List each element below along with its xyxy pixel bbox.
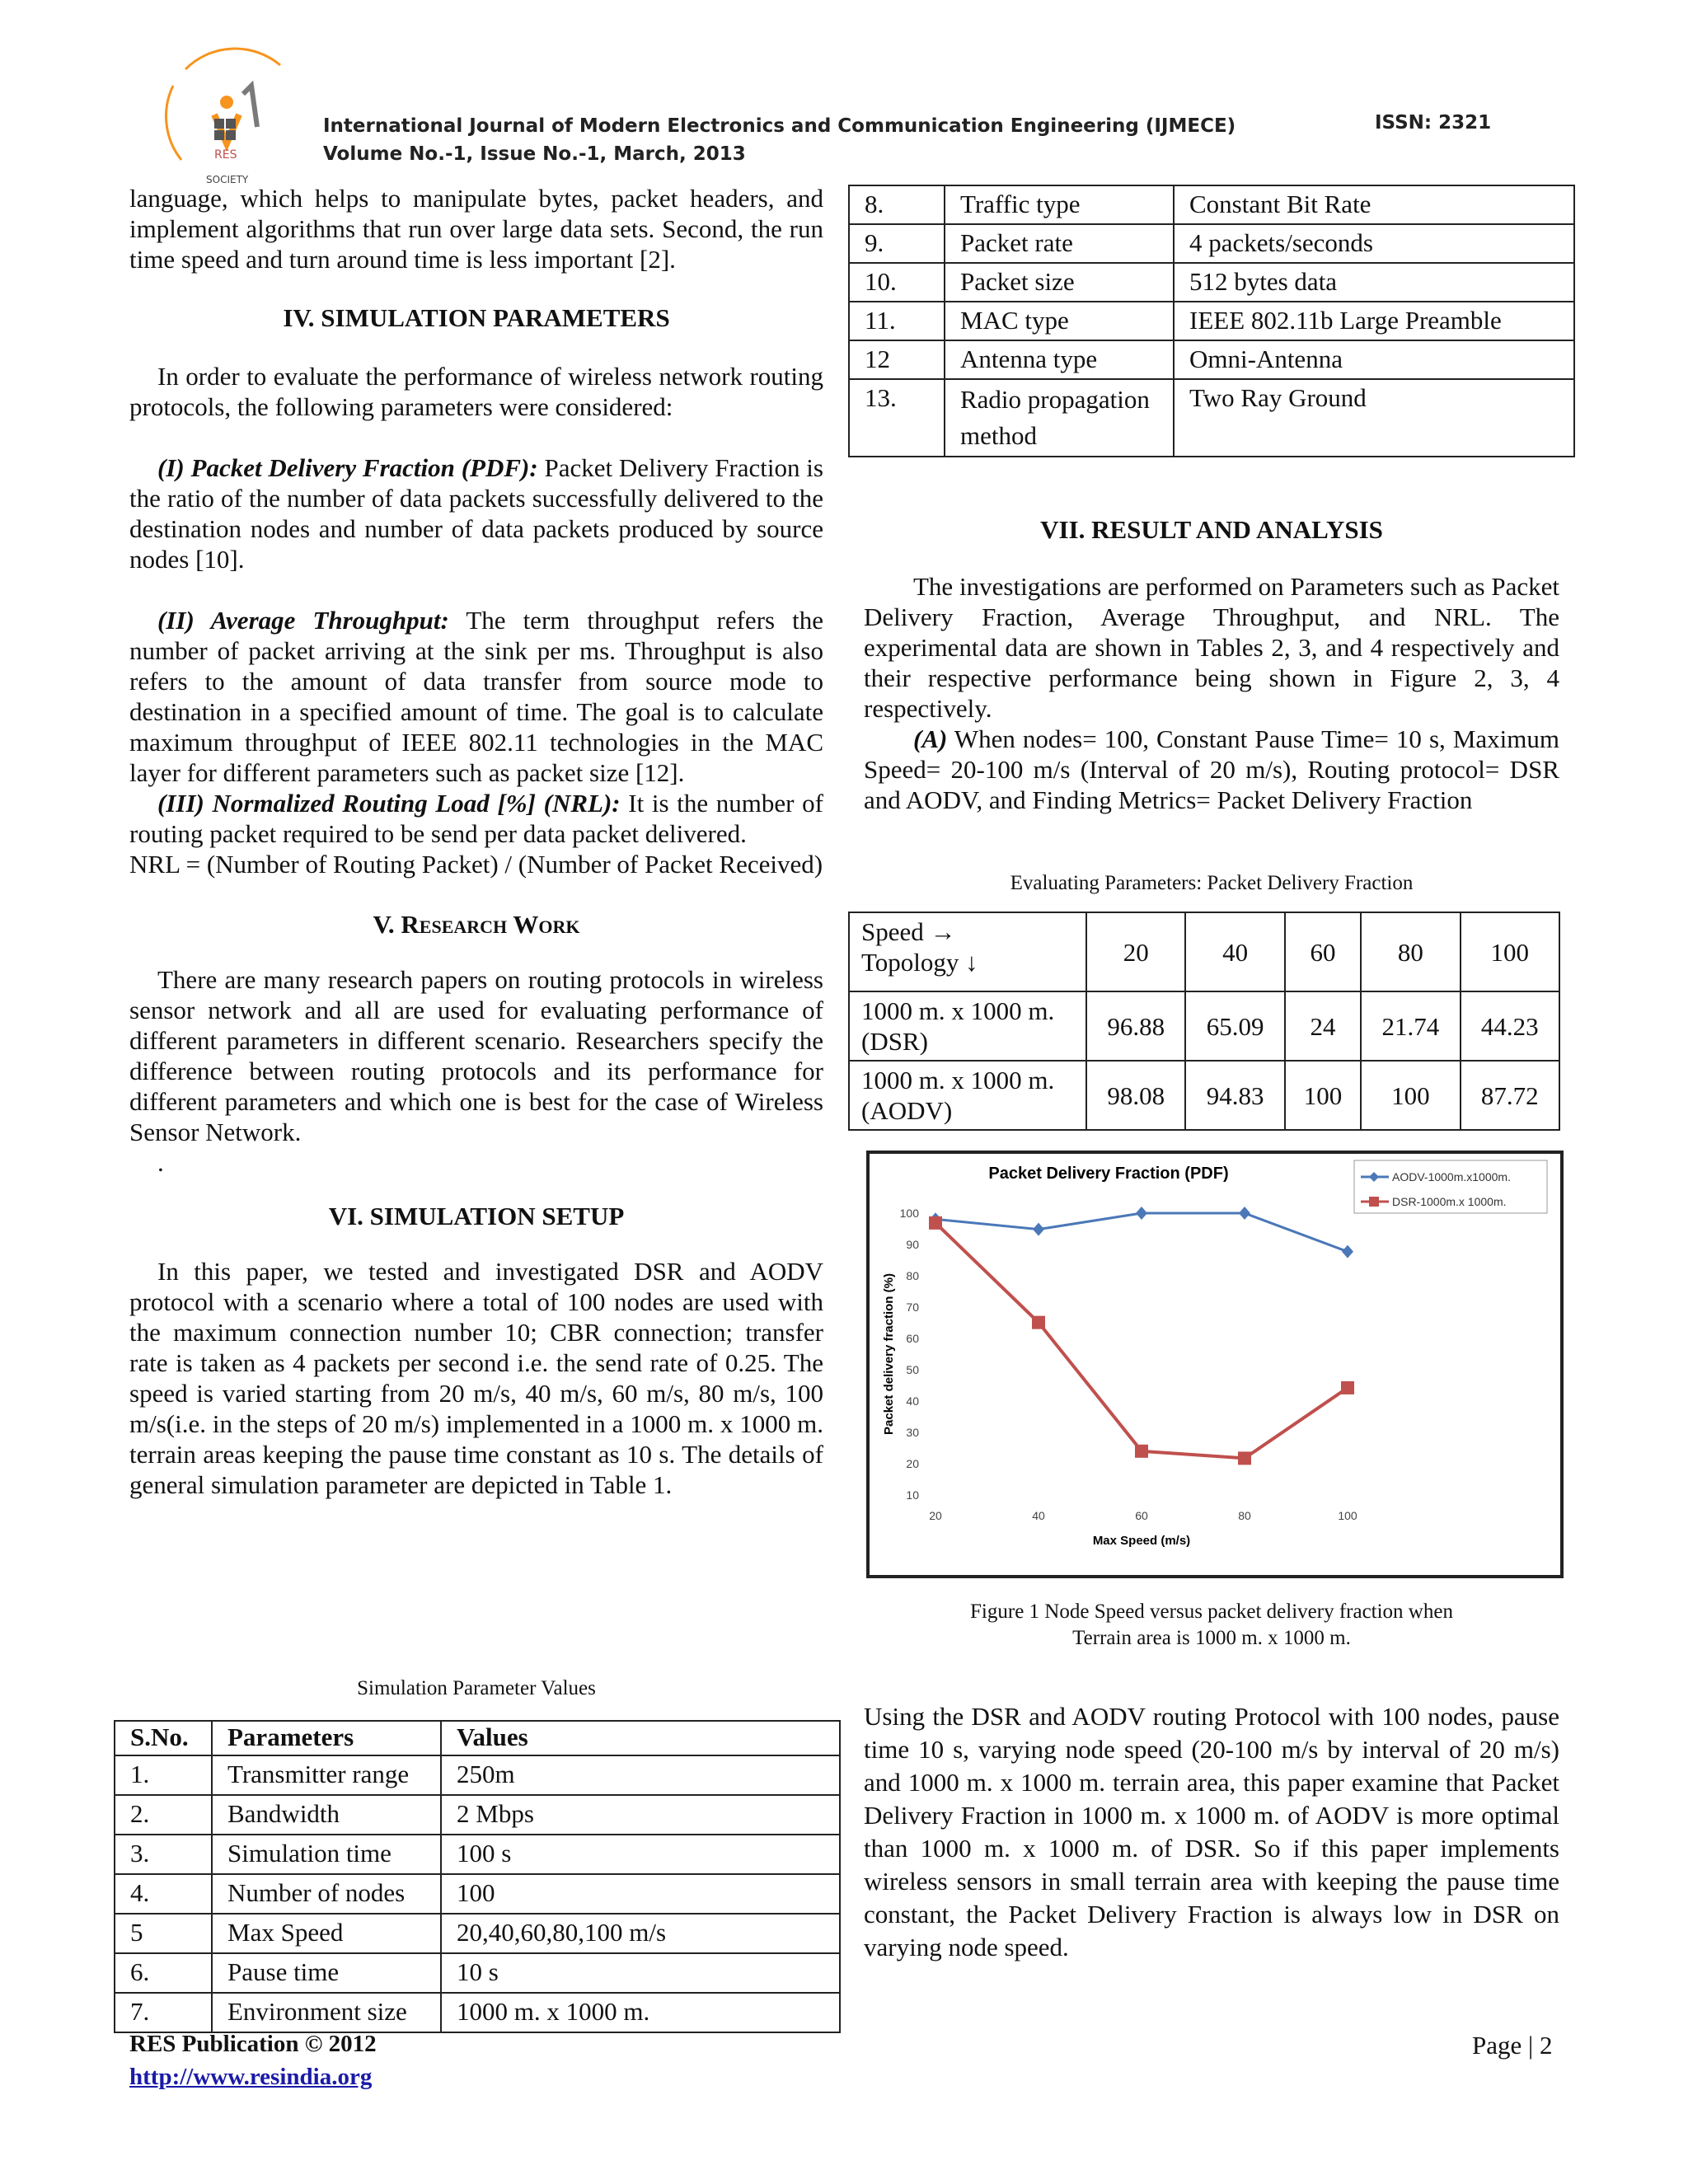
table-row (849, 991, 1559, 1061)
speed-header: 40 (1185, 912, 1284, 991)
table-row (115, 1835, 840, 1874)
x-tick-label: 80 (1238, 1509, 1251, 1522)
throughput-text: The term throughput refers the number of packet arriving at the sink per ms. Throughput is also refers to the amount of data transfer from source mode to destination in a specified amount of time. The goal is to calculate maximum throughput of IEEE 802.11 technologies in the MAC layer for different parameters such as packet size [12]. (129, 606, 823, 787)
table-1-caption: Simulation Parameter Values (357, 1677, 596, 1699)
table-cell: 4 packets/seconds (1174, 224, 1574, 263)
society-logo (148, 36, 313, 185)
table-cell: 3. (115, 1835, 212, 1874)
table-cell: 96.88 (1086, 991, 1185, 1061)
table-cell: Traffic type (945, 185, 1174, 224)
table-cell: Packet size (945, 263, 1174, 302)
case-a-text: When nodes= 100, Constant Pause Time= 10 s, Maximum Speed= 20-100 m/s (Interval of 20 m/s), Routing protocol= DSR and AODV, and Finding Metrics= Packet Delivery Fraction (864, 724, 1559, 814)
pdf-results-table (848, 912, 1560, 1131)
data-point (1033, 1223, 1044, 1236)
table-cell: 100 s (441, 1835, 840, 1874)
pdf-text: Packet Delivery Fraction is the ratio of the number of data packets successfully delivered to the destination nodes and number of data packets produced by source nodes [10]. (129, 453, 823, 574)
table-header-row (115, 1721, 840, 1755)
journal-title: International Journal of Modern Electronics and Communication Engineering (IJMECE) (323, 115, 1236, 137)
page-number: Page | 2 (1472, 2031, 1553, 2060)
stray-dot: . (157, 1148, 164, 1177)
table-cell: 100 (1361, 1061, 1460, 1130)
table-cell: 21.74 (1361, 991, 1460, 1061)
table-cell: 1000 m. x 1000 m. (441, 1993, 840, 2032)
legend-entry: DSR-1000m.x 1000m. (1392, 1195, 1507, 1208)
svg-text:RES: RES (214, 148, 237, 162)
publisher-footer: RES Publication © 2012 (129, 2031, 377, 2057)
table-cell: Transmitter range (212, 1755, 441, 1795)
intro-paragraph: language, which helps to manipulate bytes, packet headers, and implement algorithms that run over large data sets. Second, the run time speed and turn around time is less important [2]. (129, 184, 823, 274)
table-cell: 9. (849, 224, 945, 263)
table-cell: 4. (115, 1874, 212, 1914)
table-cell: 65.09 (1185, 991, 1284, 1061)
table-row (849, 224, 1574, 263)
chart-title: Packet Delivery Fraction (PDF) (988, 1165, 1229, 1183)
table-cell: Two Ray Ground (1174, 379, 1574, 457)
table-cell: 10. (849, 263, 945, 302)
table-cell: 44.23 (1461, 991, 1559, 1061)
table-row (115, 1993, 840, 2032)
data-point (1136, 1207, 1147, 1220)
table-cell: Environment size (212, 1993, 441, 2032)
row-label-line: 1000 m. x 1000 m. (861, 1066, 1055, 1094)
data-point (1032, 1316, 1045, 1329)
y-axis-label: Packet delivery fraction (%) (882, 1273, 896, 1435)
speed-header: 80 (1361, 912, 1460, 991)
table-cell: Radio propagation method (945, 379, 1174, 457)
row-label-line: 1000 m. x 1000 m. (861, 996, 1055, 1025)
table-cell: Pause time (212, 1953, 441, 1993)
svg-text:SOCIETY: SOCIETY (206, 174, 249, 185)
case-a-paragraph (864, 724, 1559, 815)
y-tick-label: 20 (906, 1457, 919, 1470)
y-tick-label: 30 (906, 1426, 919, 1439)
nrl-label: (III) Normalized Routing Load [%] (NRL): (157, 789, 621, 818)
table-row (115, 1953, 840, 1993)
pdf-chart-frame (866, 1151, 1564, 1578)
table-cell: 12 (849, 340, 945, 379)
data-point (1342, 1245, 1353, 1258)
table-row (849, 263, 1574, 302)
conclusion-block (864, 1700, 1559, 1964)
nrl-formula: NRL = (Number of Routing Packet) / (Number of Packet Received) (129, 850, 823, 879)
row-label-line: (AODV) (861, 1096, 953, 1125)
table-row (115, 1795, 840, 1835)
journal-header (323, 112, 1236, 168)
simulation-parameter-table (114, 1720, 841, 2033)
table-cell: Constant Bit Rate (1174, 185, 1574, 224)
column-header: Values (441, 1721, 840, 1755)
section-4-intro: In order to evaluate the performance of wireless network routing protocols, the following parameters were considered: (129, 362, 823, 421)
table-cell: Omni-Antenna (1174, 340, 1574, 379)
table-row (849, 340, 1574, 379)
nrl-text: It is the number of routing packet required to be send per data packet delivered. (129, 789, 823, 848)
x-tick-label: 40 (1032, 1509, 1045, 1522)
row-label (849, 1061, 1086, 1130)
table-cell: 100 (1285, 1061, 1361, 1130)
throughput-definition (129, 605, 823, 788)
table-cell: Number of nodes (212, 1874, 441, 1914)
simulation-parameter-table-continued (848, 185, 1575, 457)
figure-caption-line-1: Figure 1 Node Speed versus packet delivery fraction when (970, 1601, 1453, 1623)
figure-caption-line-2: Terrain area is 1000 m. x 1000 m. (1072, 1627, 1351, 1649)
case-a-label: (A) (913, 724, 948, 753)
table-cell: 94.83 (1185, 1061, 1284, 1130)
table-cell: 24 (1285, 991, 1361, 1061)
speed-axis-label: Speed → (861, 917, 956, 946)
table-cell: 11. (849, 302, 945, 340)
table-row (849, 185, 1574, 224)
corner-header (849, 912, 1086, 991)
table-cell: 250m (441, 1755, 840, 1795)
y-tick-label: 10 (906, 1488, 919, 1502)
speed-header: 20 (1086, 912, 1185, 991)
table-cell: 13. (849, 379, 945, 457)
y-tick-label: 90 (906, 1238, 919, 1251)
table-cell: 8. (849, 185, 945, 224)
nrl-definition (129, 788, 823, 849)
table-cell: 20,40,60,80,100 m/s (441, 1914, 840, 1953)
table-header-row (849, 912, 1559, 991)
data-point (1239, 1207, 1250, 1220)
y-tick-label: 60 (906, 1332, 919, 1345)
topology-axis-label: Topology ↓ (861, 948, 978, 977)
pdf-definition (129, 452, 823, 574)
x-tick-label: 60 (1135, 1509, 1148, 1522)
row-label-line: (DSR) (861, 1027, 928, 1056)
data-point (1341, 1381, 1354, 1394)
data-point (929, 1216, 942, 1230)
table-cell: 2. (115, 1795, 212, 1835)
table-cell: 98.08 (1086, 1061, 1185, 1130)
section-4-title: IV. SIMULATION PARAMETERS (283, 303, 670, 332)
table-row (849, 302, 1574, 340)
journal-volume: Volume No.-1, Issue No.-1, March, 2013 (323, 143, 746, 165)
column-header: S.No. (115, 1721, 212, 1755)
table-cell: 5 (115, 1914, 212, 1953)
table-cell: Antenna type (945, 340, 1174, 379)
table-cell: 6. (115, 1953, 212, 1993)
pdf-label: (I) Packet Delivery Fraction (PDF): (157, 453, 538, 482)
speed-header: 60 (1285, 912, 1361, 991)
table-cell: 100 (441, 1874, 840, 1914)
y-tick-label: 80 (906, 1269, 919, 1282)
table-cell: 1. (115, 1755, 212, 1795)
table-cell: 7. (115, 1993, 212, 2032)
speed-header: 100 (1461, 912, 1559, 991)
legend-entry: AODV-1000m.x1000m. (1392, 1170, 1511, 1183)
figure-caption (864, 1599, 1559, 1652)
table-cell: MAC type (945, 302, 1174, 340)
left-column (129, 183, 823, 1500)
x-axis-label: Max Speed (m/s) (1092, 1534, 1191, 1548)
legend-marker (1369, 1197, 1379, 1207)
section-7-title: VII. RESULT AND ANALYSIS (1040, 515, 1383, 544)
section-5-title: V. Research Work (373, 910, 580, 939)
publisher-link[interactable]: http://www.resindia.org (129, 2064, 373, 2090)
table-cell: Simulation time (212, 1835, 441, 1874)
table-row (115, 1874, 840, 1914)
issn: ISSN: 2321 (1375, 112, 1492, 134)
series-line (935, 1223, 1348, 1459)
x-tick-label: 20 (929, 1509, 942, 1522)
table-row (115, 1755, 840, 1795)
y-tick-label: 70 (906, 1301, 919, 1314)
y-tick-label: 50 (906, 1363, 919, 1376)
table-3-caption: Evaluating Parameters: Packet Delivery Fraction (1010, 872, 1414, 894)
data-point (1135, 1445, 1148, 1458)
table-cell: Packet rate (945, 224, 1174, 263)
table-cell: 10 s (441, 1953, 840, 1993)
section-7-text: The investigations are performed on Parameters such as Packet Delivery Fraction, Average Throughput, and NRL. The experimental data are shown in Tables 2, 3, and 4 respectively and their respective performance being shown in Figure 2, 3, 4 respectively. (864, 572, 1559, 723)
table-row (849, 1061, 1559, 1130)
table-cell: 512 bytes data (1174, 263, 1574, 302)
right-column-top (864, 514, 1559, 815)
table-row (849, 379, 1574, 457)
y-tick-label: 100 (899, 1207, 919, 1220)
section-5-text: There are many research papers on routing protocols in wireless sensor network and all are used for evaluating performance of different parameters in different scenario. Researchers specify the difference between routing protocols and its performance for different parameters and which one is best for the case of Wireless Sensor Network. (129, 965, 823, 1146)
table-cell: 2 Mbps (441, 1795, 840, 1835)
throughput-label: (II) Average Throughput: (157, 606, 449, 635)
data-point (1238, 1451, 1251, 1465)
x-tick-label: 100 (1338, 1509, 1357, 1522)
table-row (115, 1914, 840, 1953)
row-label (849, 991, 1086, 1061)
section-6-text: In this paper, we tested and investigated DSR and AODV protocol with a scenario where a total of 100 nodes are used with the maximum connection number 10; CBR connection; transfer rate is taken as 4 packets per second i.e. the send rate of 0.25. The speed is varied starting from 20 m/s, 40 m/s, 60 m/s, 80 m/s, 100 m/s(i.e. in the steps of 20 m/s) implemented in a 1000 m. x 1000 m. terrain areas keeping the pause time constant as 10 s. The details of general simulation parameter are depicted in Table 1. (129, 1257, 823, 1499)
table-cell: IEEE 802.11b Large Preamble (1174, 302, 1574, 340)
pdf-line-chart (870, 1154, 1560, 1575)
table-cell: Max Speed (212, 1914, 441, 1953)
y-tick-label: 40 (906, 1394, 919, 1408)
section-6-title: VI. SIMULATION SETUP (328, 1202, 625, 1230)
table-cell: Bandwidth (212, 1795, 441, 1835)
conclusion-paragraph: Using the DSR and AODV routing Protocol with 100 nodes, pause time 10 s, varying node speed (20-100 m/s by interval of 20 m/s) and 1000 m. x 1000 m. terrain area, this paper examine that Packet Delivery Fraction in 1000 m. x 1000 m. of AODV is more optimal than 1000 m. x 1000 m. of DSR. So if this paper implements wireless sensors in small terrain area with keeping the pause time constant, the Packet Delivery Fraction is always low in DSR on varying node speed. (864, 1702, 1559, 1961)
column-header: Parameters (212, 1721, 441, 1755)
table-cell: 87.72 (1461, 1061, 1559, 1130)
